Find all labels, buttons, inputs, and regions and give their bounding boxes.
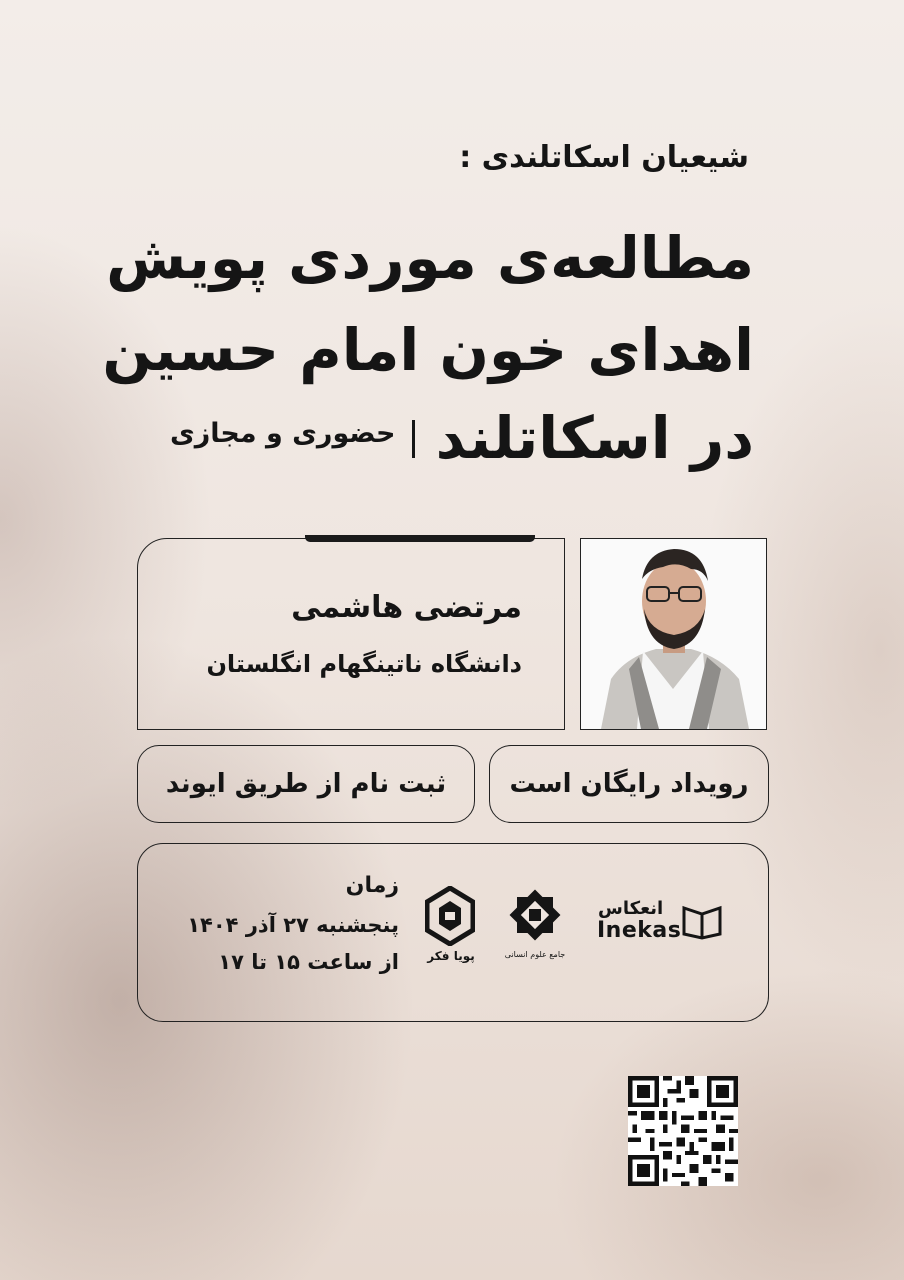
- speaker-photo: [580, 538, 767, 730]
- event-date: پنجشنبه ۲۷ آذر ۱۴۰۴: [187, 913, 399, 937]
- inekas-book-icon: [680, 900, 724, 940]
- jame-olum-logo-text: جامع علوم انسانی: [504, 950, 566, 959]
- title-line-1: مطالعه‌ی موردی پویش: [106, 224, 754, 292]
- speaker-card: [137, 538, 565, 730]
- event-format: حضوری و مجازی: [170, 418, 396, 449]
- title-separator: [412, 420, 415, 458]
- title-line-3: در اسکاتلند: [435, 404, 754, 472]
- free-event-label: رویداد رایگان است: [509, 769, 749, 799]
- registration-label: ثبت نام از طریق ایوند: [165, 769, 447, 799]
- time-label: زمان: [345, 873, 399, 898]
- pouya-fekr-logo-text: پویا فکر: [427, 949, 475, 963]
- jame-olum-logo-icon: [503, 883, 567, 947]
- qr-code-icon[interactable]: [628, 1076, 738, 1186]
- speaker-card-tab: [305, 535, 535, 542]
- free-event-badge: [489, 745, 769, 823]
- pouya-fekr-logo-icon: [425, 886, 475, 946]
- inekas-logo-en: Inekas: [597, 918, 682, 943]
- speaker-affiliation: دانشگاه ناتینگهام انگلستان: [206, 650, 522, 678]
- event-hours: از ساعت ۱۵ تا ۱۷: [218, 950, 399, 974]
- inekas-logo-fa: انعکاس: [598, 898, 664, 919]
- registration-badge: [137, 745, 475, 823]
- event-subtitle: شیعیان اسکاتلندی :: [459, 140, 749, 175]
- speaker-portrait-illustration: [581, 539, 766, 729]
- title-line-2: اهدای خون امام حسین: [102, 316, 754, 384]
- speaker-name: مرتضی هاشمی: [291, 590, 522, 625]
